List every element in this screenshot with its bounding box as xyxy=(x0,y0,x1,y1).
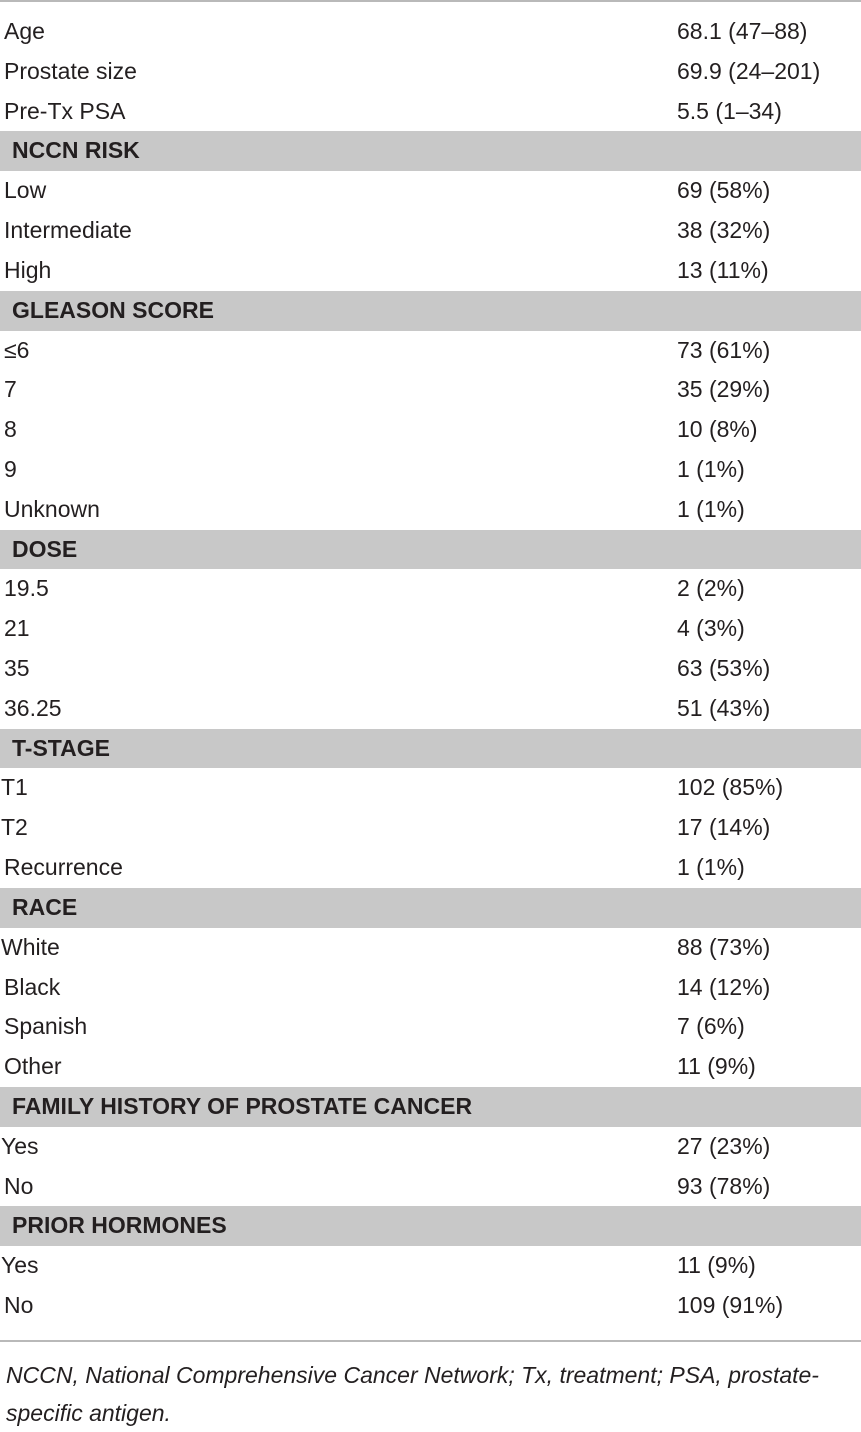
table-row xyxy=(0,848,861,888)
table-row xyxy=(0,808,861,848)
patient-characteristics-table xyxy=(0,12,861,1326)
section-header-gleason-score xyxy=(0,291,861,331)
row-label: Yes xyxy=(1,1252,39,1279)
row-value: 109 (91%) xyxy=(677,1292,784,1318)
row-value: 4 (3%) xyxy=(677,615,745,642)
section-header-label: NCCN RISK xyxy=(12,137,140,164)
row-value: 102 (85%) xyxy=(677,774,784,801)
row-label: 19.5 xyxy=(4,575,49,602)
row-label: Unknown xyxy=(4,495,100,522)
row-label: 21 xyxy=(4,615,30,642)
section-header-family-history xyxy=(0,1087,861,1127)
section-header-prior-hormones xyxy=(0,1206,861,1246)
table-row xyxy=(0,1127,861,1167)
row-value: 35 (29%) xyxy=(677,376,771,403)
row-label: White xyxy=(1,933,60,960)
table-row xyxy=(0,410,861,450)
table-row xyxy=(0,1246,861,1286)
table-row xyxy=(0,609,861,649)
row-label: 7 xyxy=(4,376,17,403)
table-row xyxy=(0,1286,861,1326)
table-row xyxy=(0,1047,861,1087)
row-value: 1 (1%) xyxy=(677,455,745,482)
row-label: Age xyxy=(4,18,45,44)
row-label: 36.25 xyxy=(4,694,62,721)
row-label: No xyxy=(4,1292,34,1318)
row-value: 51 (43%) xyxy=(677,694,771,721)
table-row xyxy=(0,370,861,410)
table-row xyxy=(0,450,861,490)
section-header-dose xyxy=(0,530,861,570)
row-value: 69 (58%) xyxy=(677,177,771,204)
table-row xyxy=(0,569,861,609)
row-label: Pre-Tx PSA xyxy=(4,97,126,124)
table-row xyxy=(0,649,861,689)
section-header-label: GLEASON SCORE xyxy=(12,296,214,323)
section-header-label: PRIOR HORMONES xyxy=(12,1212,227,1239)
row-label: ≤6 xyxy=(4,336,30,363)
row-value: 38 (32%) xyxy=(677,217,771,244)
table-row xyxy=(0,171,861,211)
row-value: 88 (73%) xyxy=(677,933,771,960)
row-label: Yes xyxy=(1,1132,39,1159)
row-value: 14 (12%) xyxy=(677,973,771,1000)
row-value: 73 (61%) xyxy=(677,336,771,363)
row-label: T1 xyxy=(1,774,28,801)
section-header-label: RACE xyxy=(12,893,78,920)
table-row xyxy=(0,211,861,251)
row-label: T2 xyxy=(1,814,28,841)
section-header-nccn-risk xyxy=(0,131,861,171)
row-value: 11 (9%) xyxy=(677,1053,756,1080)
row-label: 9 xyxy=(4,455,17,482)
section-header-label: DOSE xyxy=(12,535,78,562)
row-label: Other xyxy=(4,1053,62,1080)
row-value: 10 (8%) xyxy=(677,416,758,443)
row-value: 7 (6%) xyxy=(677,1013,745,1040)
section-header-t-stage xyxy=(0,729,861,769)
table-row xyxy=(0,52,861,92)
table-bottom-rule xyxy=(0,1340,861,1342)
row-label: Prostate size xyxy=(4,57,137,84)
table-row xyxy=(0,92,861,132)
row-value: 11 (9%) xyxy=(677,1252,756,1279)
row-label: Black xyxy=(4,973,61,1000)
row-label: Recurrence xyxy=(4,854,123,881)
table-row xyxy=(0,928,861,968)
row-value: 1 (1%) xyxy=(677,854,745,881)
row-value: 69.9 (24–201) xyxy=(677,57,821,84)
row-label: Intermediate xyxy=(4,217,132,244)
table-row xyxy=(0,689,861,729)
section-header-race xyxy=(0,888,861,928)
section-header-label: FAMILY HISTORY OF PROSTATE CANCER xyxy=(12,1092,473,1119)
row-value: 68.1 (47–88) xyxy=(677,18,808,44)
table-row xyxy=(0,1167,861,1207)
row-value: 5.5 (1–34) xyxy=(677,97,782,124)
row-value: 13 (11%) xyxy=(677,256,769,283)
row-label: Low xyxy=(4,177,47,204)
row-label: No xyxy=(4,1172,34,1199)
table-row xyxy=(0,968,861,1008)
row-value: 17 (14%) xyxy=(677,814,771,841)
row-value: 2 (2%) xyxy=(677,575,745,602)
row-label: 35 xyxy=(4,655,30,681)
row-value: 63 (53%) xyxy=(677,655,771,681)
table-row xyxy=(0,768,861,808)
row-label: 8 xyxy=(4,416,17,443)
section-header-label: T-STAGE xyxy=(12,734,110,761)
row-label: High xyxy=(4,256,52,283)
row-label: Spanish xyxy=(4,1013,88,1040)
table-row xyxy=(0,1007,861,1047)
table-row xyxy=(0,490,861,530)
row-value: 93 (78%) xyxy=(677,1172,771,1199)
table-top-rule xyxy=(0,0,861,2)
table-row xyxy=(0,251,861,291)
row-value: 27 (23%) xyxy=(677,1132,771,1159)
table-footnote: NCCN, National Comprehensive Cancer Network; Tx, treatment; PSA, prostate-specific antigen. xyxy=(6,1362,819,1426)
row-value: 1 (1%) xyxy=(677,495,745,522)
table-row xyxy=(0,12,861,52)
table-row xyxy=(0,331,861,371)
